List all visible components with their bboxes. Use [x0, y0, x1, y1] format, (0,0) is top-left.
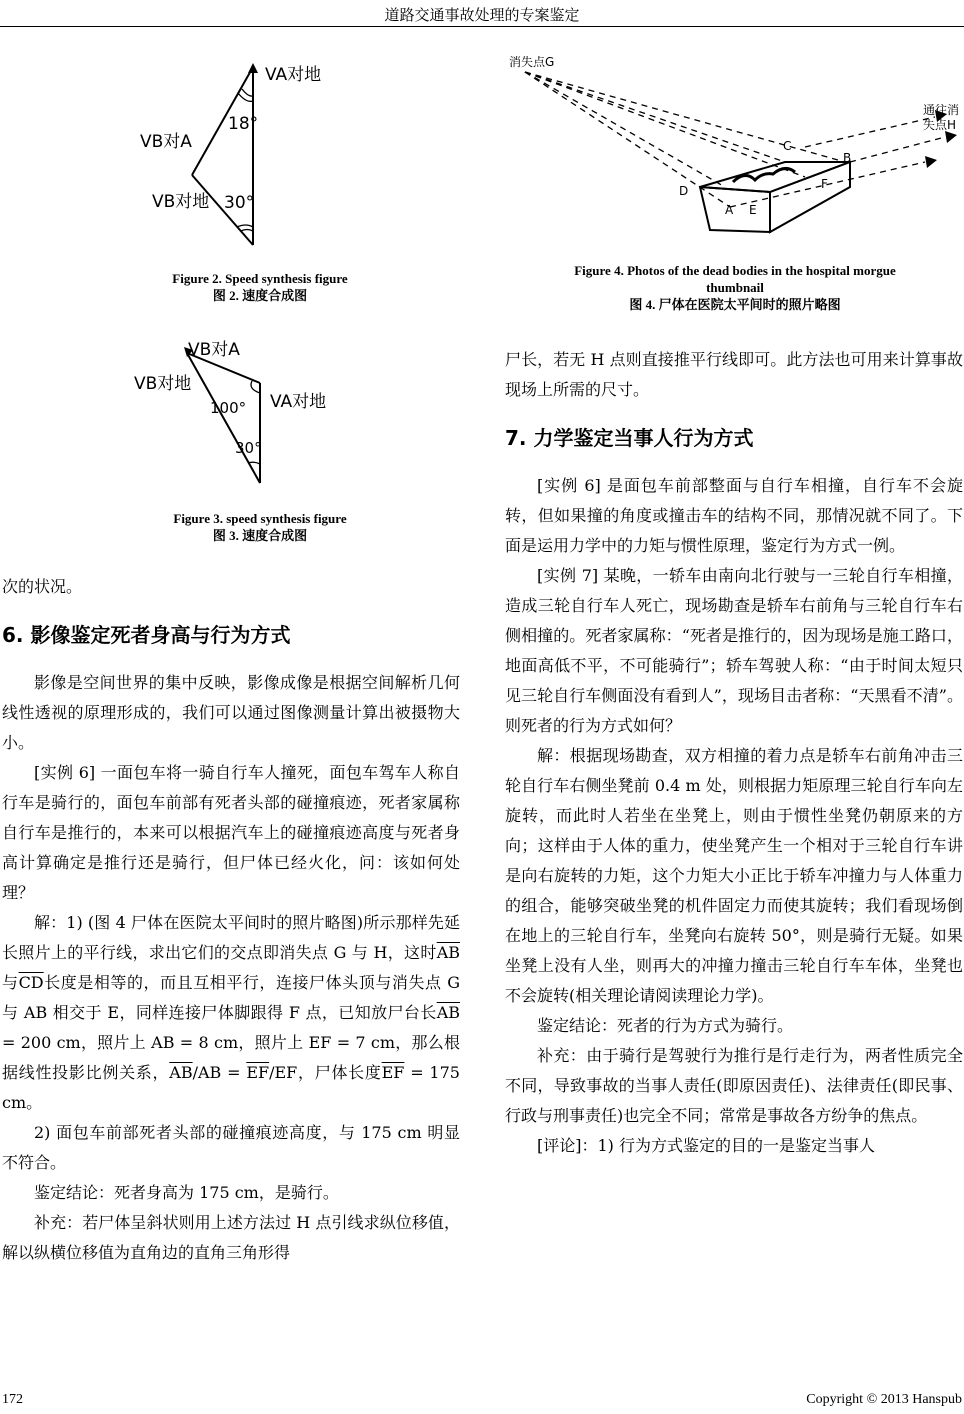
overline-cd: $\overline{CD}$: [18, 973, 44, 992]
left-paragraph-3: 解：1) (图 4 尸体在医院太平间时的照片略图)所示那样先延长照片上的平行线，求出它们的交点即消失点 G 与 H，这时$\overline{AB}$与$\overline{CD}$长度是相等的，而且互相平行，连接尸体头顶与消失点 G 与 AB 相交于 E，同样连接尸体脚跟得 F 点，已知放尸台长$\overline{AB} = 200$ cm，照片上 AB = 8 cm，照片上 EF = 7 cm，那么根据线性投影比例关系，$\overline{AB}/AB = \overline{EF}/EF$，尸体长度$\overline{EF} = 175$ cm。: [2, 913, 460, 1112]
overline-ab: $\overline{AB}$: [436, 943, 460, 962]
fig3-angle-100: 100°: [210, 399, 247, 417]
fig4-dashed-line: [805, 117, 935, 147]
fig4-body-figure: [733, 168, 795, 182]
fig4-label-f: F: [821, 177, 828, 191]
right-paragraph-3: 解：根据现场勘查，双方相撞的着力点是轿车右前角冲击三轮自行车右侧坐凳前 0.4 m 处，则根据力矩原理三轮自行车向左旋转，而此时人若坐在坐凳上，则由于惯性坐凳仍朝原来的方向；这样由于人体的重力，使坐凳产生一个相对于三轮自行车讲是向右旋转的力矩，这个力矩大小正比于轿车冲撞力与人体重力的组合，能够突破坐凳的机件固定力而使其旋转；我们看现场倒在地上的三轮自行车，坐凳向右旋转 50°，则是骑行无疑。如果坐凳上没有人坐，则再大的冲撞力撞击三轮自行车车体，坐凳也不会旋转(相关理论请阅读理论力学)。: [505, 746, 963, 1005]
header-rule: [0, 26, 964, 27]
right-paragraph-2: [实例 7] 某晚，一轿车由南向北行驶与一三轮自行车相撞，造成三轮自行车人死亡，现场勘查是轿车右前角与三轮自行车右侧相撞的。死者家属称：“死者是推行的，因为现场是施工路口，地面高低不平，不可能骑行”；轿车驾驶人称：“由于时间太短只见三轮自行车侧面没有看到人”，现场目击者称：“天黑看不清”。则死者的行为方式如何？: [505, 566, 963, 735]
left-paragraph-6: 补充：若尸体呈斜状则用上述方法过 H 点引线求纵位移值，解以纵横位移值为直角边的直角三角形得: [2, 1213, 460, 1262]
running-header: 道路交通事故处理的专案鉴定: [384, 6, 580, 24]
fig4-label-a: A: [725, 203, 734, 217]
fig2-angle-30: 30°: [224, 193, 255, 213]
left-paragraph-2: [实例 6] 一面包车将一骑自行车人撞死，面包车驾车人称自行车是骑行的，面包车前部有死者头部的碰撞痕迹，死者家属称自行车是推行的，本来可以根据汽车上的碰撞痕迹高度与死者身高计算确定是推行还是骑行，但尸体已经火化，问：该如何处理？: [2, 763, 460, 902]
left-paragraph-0: 次的状况。: [2, 577, 83, 596]
fig4-label-h2: 失点H: [923, 118, 957, 132]
figure-3-caption-zh: 图 3. 速度合成图: [212, 528, 308, 543]
left-paragraph-5: 鉴定结论：死者身高为 175 cm，是骑行。: [34, 1183, 339, 1202]
right-paragraph-0: 尸长，若无 H 点则直接推平行线即可。此方法也可用来计算事故现场上所需的尺寸。: [505, 350, 963, 399]
figure-3-caption: [60, 510, 460, 544]
right-column: [505, 345, 963, 1161]
right-paragraph-6: [评论]：1) 行为方式鉴定的目的一是鉴定当事人: [537, 1136, 875, 1155]
section-6-heading: 6. 影像鉴定死者身高与行为方式: [2, 623, 291, 647]
fig2-angle-arc-bottom: [237, 225, 253, 227]
fig4-label-e: E: [749, 203, 757, 217]
figure-4-caption-zh: 图 4. 尸体在医院太平间时的照片略图: [629, 297, 841, 312]
right-paragraph-4: 鉴定结论：死者的行为方式为骑行。: [537, 1016, 794, 1035]
fig3-label-vba: VB对A: [188, 340, 240, 360]
fig4-dashed-line: [525, 72, 845, 162]
fig2-label-vba: VB对A: [140, 132, 192, 152]
page-number: 172: [2, 1392, 23, 1407]
figure-3-diagram: [130, 333, 360, 503]
figure-3-caption-en: Figure 3. speed synthesis figure: [173, 511, 347, 526]
right-paragraph-5: 补充：由于骑行是驾驶行为推行是行走行为，两者性质完全不同，导致事故的当事人责任(即原因责任)、法律责任(即民事、行政与刑事责任)也完全不同；常常是事故各方纷争的焦点。: [505, 1046, 963, 1125]
figure-2-diagram: [130, 55, 350, 260]
fig2-angle-arc-bottom2: [241, 230, 253, 232]
fig3-line-left: [187, 353, 260, 483]
right-paragraph-1: [实例 6] 是面包车前部整面与自行车相撞，自行车不会旋转，但如果撞的角度或撞击车的结构不同，那情况就不同了。下面是运用力学中的力矩与惯性原理，鉴定行为方式一例。: [505, 476, 963, 555]
figure-4-caption-en-1: Figure 4. Photos of the dead bodies in the hospital morgue: [574, 263, 896, 278]
fig4-label-h1: 通往消: [923, 103, 960, 117]
fig4-dashed-line: [525, 72, 805, 177]
ratio-ef: $\overline{EF}$: [246, 1063, 270, 1082]
fig4-label-b: B: [843, 151, 852, 165]
fig4-label-c: C: [783, 139, 792, 153]
figure-2-caption-en: Figure 2. Speed synthesis figure: [172, 271, 348, 286]
fig4-dashed-line: [525, 72, 725, 187]
fig4-table-side: [770, 162, 850, 232]
figure-4-sketch: [505, 52, 964, 257]
fig2-angle-arc-top: [238, 93, 253, 101]
left-column: [2, 572, 460, 1268]
fig4-label-d: D: [679, 184, 689, 198]
figure-2-caption-zh: 图 2. 速度合成图: [212, 288, 308, 303]
fig2-arrow-a: [248, 63, 258, 73]
fig2-angle-arc-top2: [242, 89, 253, 96]
copyright: Copyright © 2013 Hanspub: [806, 1392, 962, 1407]
overline-ef: $\overline{EF}$: [381, 1063, 405, 1082]
fig4-label-g: 消失点G: [509, 55, 555, 69]
figure-4-caption: [505, 262, 964, 313]
section-7-heading: 7. 力学鉴定当事人行为方式: [505, 426, 754, 450]
figure-2-caption: [60, 270, 460, 304]
fig3-label-vbg: VB对地: [134, 374, 192, 394]
left-paragraph-4: 2) 面包车前部死者头部的碰撞痕迹高度，与 175 cm 明显不符合。: [2, 1123, 460, 1172]
fig4-arrow: [945, 131, 957, 143]
fig3-angle-30: 30°: [235, 439, 262, 457]
fig4-arrow: [925, 156, 937, 168]
overline-ab-2: $\overline{AB}$: [436, 1003, 460, 1022]
figure-4-caption-en-2: thumbnail: [706, 280, 764, 295]
fig2-angle-18: 18°: [228, 114, 259, 134]
left-paragraph-1: 影像是空间世界的集中反映，影像成像是根据空间解析几何线性透视的原理形成的，我们可以通过图像测量计算出被摄物大小。: [2, 673, 460, 752]
fig2-label-vbg: VB对地: [152, 192, 210, 212]
fig4-dashed-line: [525, 72, 785, 162]
fig2-label-va: VA对地: [265, 65, 322, 85]
fig3-label-va: VA对地: [270, 392, 327, 412]
ratio-numerator: $\overline{AB}$: [169, 1063, 193, 1082]
